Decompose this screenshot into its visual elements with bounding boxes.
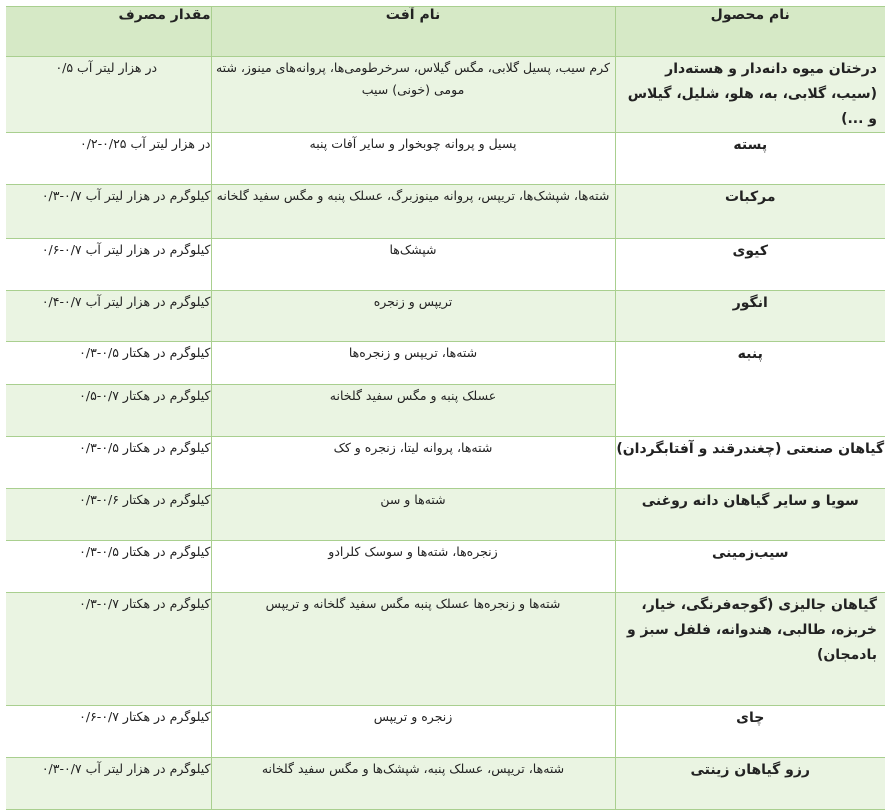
pest-cell: کرم سیب، پسیل گلابی، مگس گیلاس، سرخرطومی‌ها، پروانه‌های مینوز، شته مومی (خونی) سیب: [211, 57, 615, 133]
pest-cell: شته‌ها، تریپس، عسلک پنبه، شپشک‌ها و مگس سفید گلخانه: [211, 758, 615, 810]
table-row: [6, 57, 885, 133]
product-cell: گیاهان صنعتی (چغندرقند و آفتابگردان): [615, 437, 885, 489]
dose-cell: کیلوگرم در هکتار ۰/۶-۰/۳: [6, 489, 211, 541]
dose-cell: کیلوگرم در هزار لیتر آب ۰/۷-۰/۳: [6, 758, 211, 810]
product-cell: کیوی: [615, 239, 885, 291]
product-cell: پنبه: [615, 342, 885, 437]
table-row: [6, 239, 885, 291]
product-cell: گیاهان جالیزی (گوجه‌فرنگی، خیار، خربزه، طالبی، هندوانه، فلفل سبز و بادمجان): [615, 593, 885, 706]
pest-cell: عسلک پنبه و مگس سفید گلخانه: [211, 385, 615, 437]
pest-cell: شته‌ها، شپشک‌ها، تریپس، پروانه مینوزبرگ، عسلک پنبه و مگس سفید گلخانه: [211, 185, 615, 239]
header-product: نام محصول: [615, 7, 885, 57]
table-row: [6, 291, 885, 342]
product-cell: درختان میوه دانه‌دار و هسته‌دار (سیب، گلابی، به، هلو، شلیل، گیلاس و ...): [615, 57, 885, 133]
table-row: [6, 185, 885, 239]
dose-cell: کیلوگرم در هکتار ۰/۵-۰/۳: [6, 342, 211, 385]
dose-cell: در هزار لیتر آب ۰/۲۵-۰/۲: [6, 133, 211, 185]
table-header-row: [6, 7, 885, 57]
product-cell: انگور: [615, 291, 885, 342]
dose-cell: کیلوگرم در هکتار ۰/۷-۰/۳: [6, 593, 211, 706]
dose-cell: کیلوگرم در هزار لیتر آب ۰/۷-۰/۴: [6, 291, 211, 342]
table-row: [6, 758, 885, 810]
dose-cell: کیلوگرم در هکتار ۰/۷-۰/۵: [6, 385, 211, 437]
dose-cell: کیلوگرم در هکتار ۰/۵-۰/۳: [6, 437, 211, 489]
pest-cell: پسیل و پروانه چوبخوار و سایر آفات پنبه: [211, 133, 615, 185]
header-pest: نام آفت: [211, 7, 615, 57]
product-cell: رزو گیاهان زینتی: [615, 758, 885, 810]
table-row: [6, 593, 885, 706]
pest-cell: زنجره‌ها، شته‌ها و سوسک کلرادو: [211, 541, 615, 593]
dose-cell: کیلوگرم در هزار لیتر آب ۰/۷-۰/۶: [6, 239, 211, 291]
table-row: [6, 133, 885, 185]
pest-cell: زنجره و تریپس: [211, 706, 615, 758]
header-dose: مقدار مصرف: [6, 7, 211, 57]
pest-cell: تریپس و زنجره: [211, 291, 615, 342]
product-cell: پسته: [615, 133, 885, 185]
pesticide-dosage-table: [6, 6, 885, 810]
table-row: [6, 342, 885, 385]
product-cell: سویا و سایر گیاهان دانه روغنی: [615, 489, 885, 541]
pest-cell: شته‌ها، تریپس و زنجره‌ها: [211, 342, 615, 385]
table-row: [6, 489, 885, 541]
product-cell: سیب‌زمینی: [615, 541, 885, 593]
pest-cell: شپشک‌ها: [211, 239, 615, 291]
dose-cell: کیلوگرم در هزار لیتر آب ۰/۷-۰/۳: [6, 185, 211, 239]
table-row: [6, 541, 885, 593]
pest-cell: شته‌ها و سن: [211, 489, 615, 541]
table-row: [6, 706, 885, 758]
dose-cell: در هزار لیتر آب ۰/۵: [6, 57, 211, 133]
pest-cell: شته‌ها، پروانه لیتا، زنجره و کک: [211, 437, 615, 489]
dose-cell: کیلوگرم در هکتار ۰/۷-۰/۶: [6, 706, 211, 758]
pest-cell: شته‌ها و زنجره‌ها عسلک پنبه مگس سفید گلخانه و تریپس: [211, 593, 615, 706]
table-row: [6, 437, 885, 489]
dose-cell: کیلوگرم در هکتار ۰/۵-۰/۳: [6, 541, 211, 593]
product-cell: مرکبات: [615, 185, 885, 239]
product-cell: چای: [615, 706, 885, 758]
